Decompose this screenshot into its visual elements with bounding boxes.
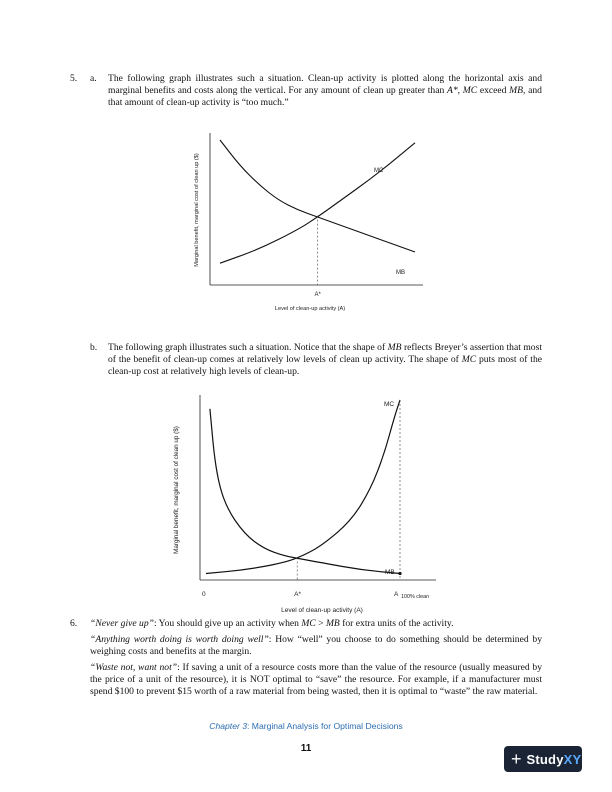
part-a-letter: a. <box>90 73 97 84</box>
graph-1-mb-curve <box>220 140 415 252</box>
graph-1 <box>180 128 440 318</box>
plus-icon: + <box>511 749 522 769</box>
part-b-paragraph: The following graph illustrates such a situation. Notice that the shape of MB reflects Breyer’s assertion that most of the benefit of clean-up comes at relatively low levels of clean up activity. The shape of MC puts most of the clean-up cost at relatively high levels of clean-up. <box>108 342 542 378</box>
graph-2-svg <box>168 390 458 620</box>
question-number-5: 5. <box>70 73 78 84</box>
studyxy-badge[interactable] <box>504 746 582 772</box>
page-number: 11 <box>300 743 312 754</box>
question-number-6: 6. <box>70 618 78 629</box>
graph-1-a-star-tick: A* <box>314 292 321 298</box>
graph-2-mb-label: MB <box>385 569 395 576</box>
q6-paragraph-1: “Never give up”: You should give up an activity when MC > MB for extra units of the activity. <box>90 618 454 629</box>
graph-2-mc-label: MC <box>384 401 395 408</box>
part-a-paragraph: The following graph illustrates such a situation. Clean-up activity is plotted along the horizontal axis and marginal benefits and costs along the vertical. For any amount of clean up greater than A*, MC exceed MB, and that amount of clean-up activity is “too much.” <box>108 73 542 109</box>
graph-2-a-full-tick: A <box>394 591 399 598</box>
graph-1-x-axis-label: Level of clean-up activity (A) <box>274 306 346 312</box>
graph-2-mb-endpoint <box>398 572 401 575</box>
chapter-caption: Chapter 3: Marginal Analysis for Optimal Decisions <box>209 721 403 731</box>
part-b-letter: b. <box>90 342 98 353</box>
graph-1-svg <box>180 128 440 318</box>
q6-paragraph-3: “Waste not, want not”: If saving a unit of a resource costs more than the value of the resource (usually measured by the price of a unit of the resource), it is NOT optimal to “save” the resource. For example, if a manufacturer must spend $100 to prevent $15 worth of a raw material from being wasted, then it is optimal to “waste” the raw material. <box>90 662 543 698</box>
graph-2-full-clean-label: 100% clean <box>401 594 430 600</box>
graph-2-origin-tick: 0 <box>202 591 206 598</box>
q6-paragraph-2: “Anything worth doing is worth doing well”: How “well” you choose to do something should be determined by weighing costs and benefits at the margin. <box>90 634 542 658</box>
graph-1-mc-label: MC <box>374 168 384 174</box>
graph-2-a-star-tick: A* <box>294 591 302 598</box>
brand-logo: StudyXY <box>526 751 582 767</box>
graph-2-y-axis-label: Marginal benefit, marginal cost of clean up ($) <box>173 426 180 554</box>
graph-1-mb-label: MB <box>396 270 405 276</box>
graph-2 <box>168 390 458 620</box>
graph-2-mc-curve <box>206 400 400 574</box>
graph-2-mb-curve <box>210 409 400 574</box>
graph-2-x-axis-label: Level of clean-up activity (A) <box>281 607 363 614</box>
graph-1-y-axis-label: Marginal benefit, marginal cost of clean up ($) <box>194 153 200 267</box>
